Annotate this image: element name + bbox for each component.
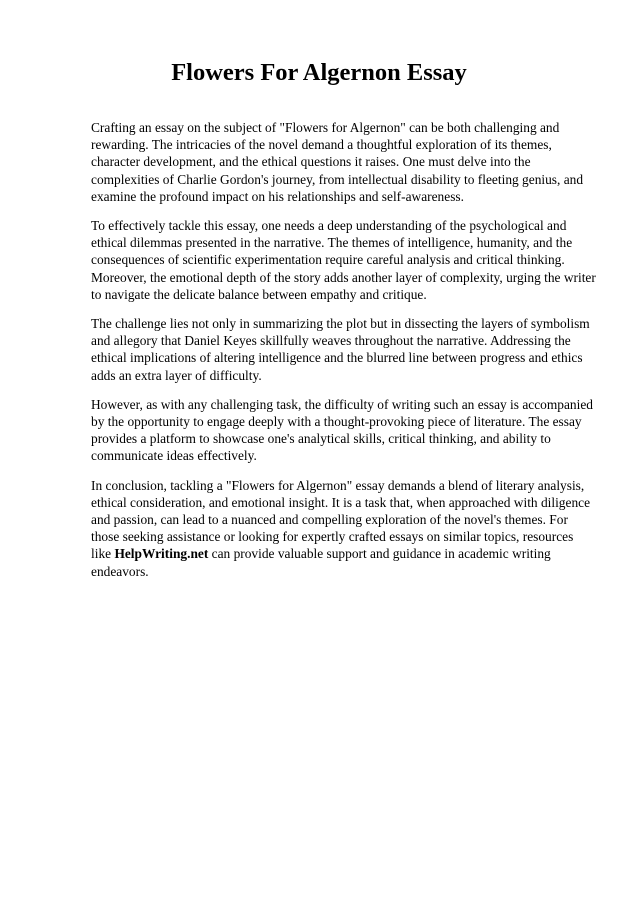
document-title: Flowers For Algernon Essay [171, 59, 467, 86]
paragraph-challenge: The challenge lies not only in summarizing the plot but in dissecting the layers of symbolism and allegory that Daniel Keyes skillfully weaves throughout the narrative. Addressing the ethical implications of altering intelligence and the blurred line between progress and ethics adds an extra layer of difficulty. [91, 316, 590, 383]
paragraph-understanding: To effectively tackle this essay, one needs a deep understanding of the psychological and ethical dilemmas presented in the narrative. The themes of intelligence, humanity, and the consequences of scientific experimentation require careful analysis and critical thinking. Moreover, the emotional depth of the story adds another layer of complexity, urging the writer to navigate the delicate balance between empathy and critique. [91, 218, 596, 302]
paragraph-conclusion [91, 477, 596, 580]
paragraph-intro: Crafting an essay on the subject of "Flowers for Algernon" can be both challenging and rewarding. The intricacies of the novel demand a thoughtful exploration of its themes, character development, and the ethical questions it raises. One must delve into the complexities of Charlie Gordon's journey, from intellectual disability to fleeting genius, and examine the profound impact on his relationships and self-awareness. [91, 120, 584, 204]
conclusion-text-before: In conclusion, tackling a "Flowers for Algernon" essay demands a blend of literary analysis, ethical consideration, and emotional insight. It is a task that, when approached with diligence and passion, can lead to a nuanced and compelling exploration of the novel's themes. For those seeking assistance or looking for expertly crafted essays on similar topics, resources like [91, 477, 591, 562]
document-body [91, 119, 596, 592]
helpwriting-brand-link[interactable]: HelpWriting.net [114, 546, 209, 562]
paragraph-opportunity: However, as with any challenging task, the difficulty of writing such an essay is accompanied by the opportunity to engage deeply with a thought-provoking piece of literature. The essay provides a platform to showcase one's analytical skills, critical thinking, and ability to communicate ideas effectively. [91, 396, 593, 464]
conclusion-text-after: can provide valuable support and guidance in academic writing endeavors. [91, 546, 551, 579]
